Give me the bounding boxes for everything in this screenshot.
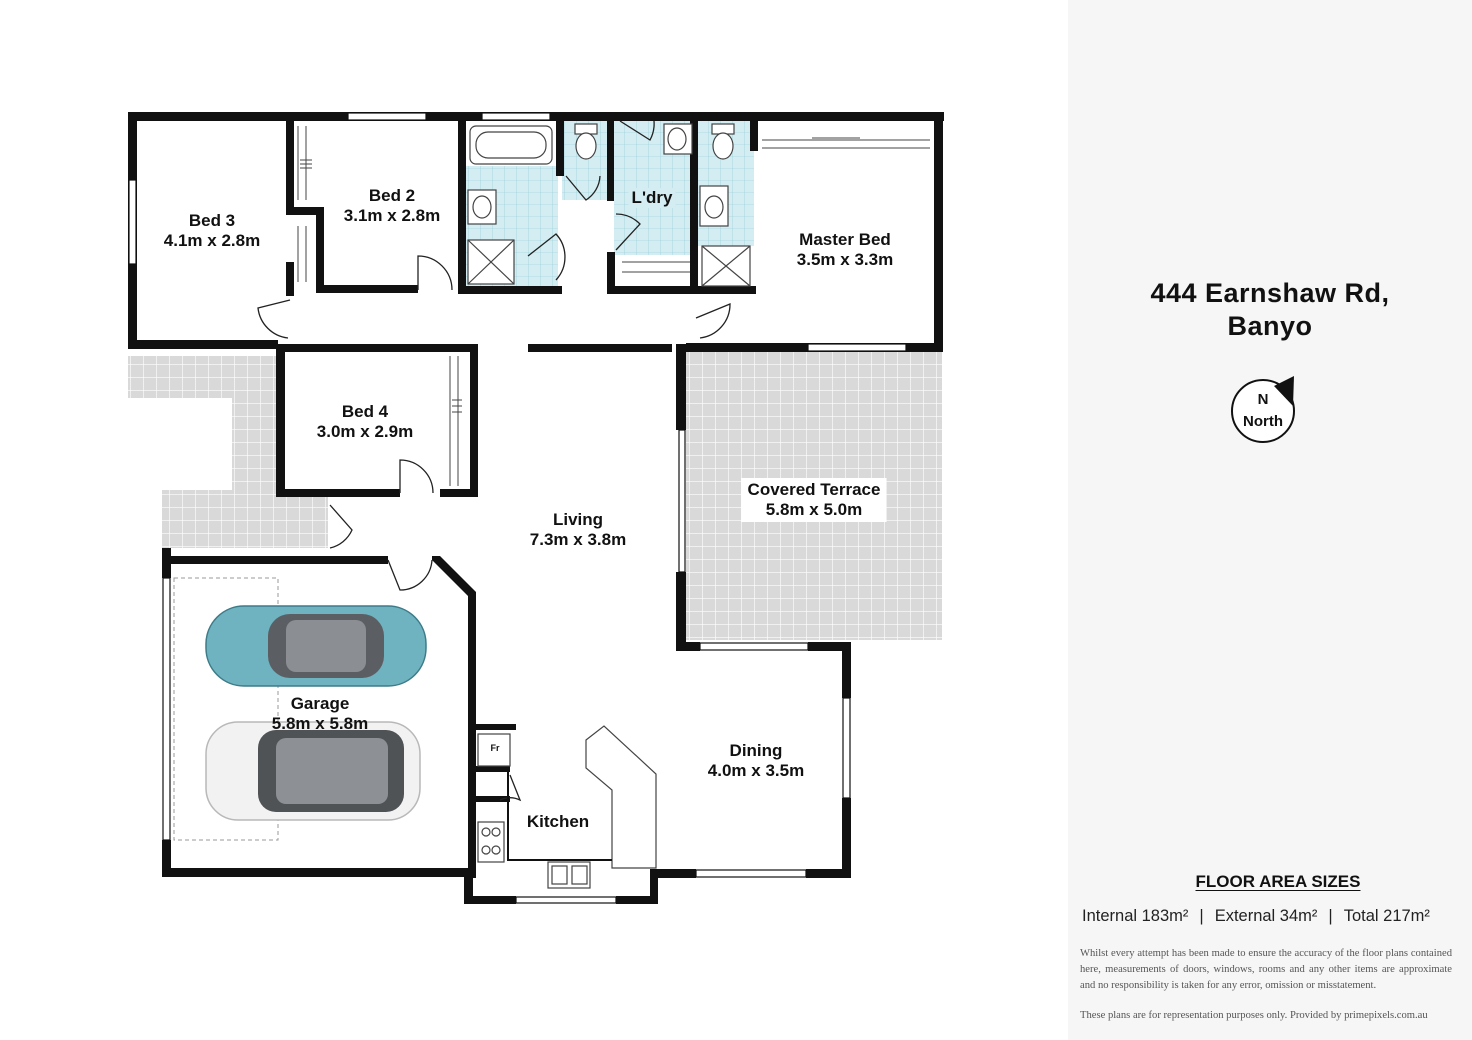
dining-label — [708, 741, 804, 781]
compass-label: North — [1243, 413, 1283, 430]
garage-label — [272, 694, 368, 734]
bed4-label — [317, 402, 413, 442]
bed2-name: Bed 2 — [368, 186, 416, 205]
vanity-bath — [468, 190, 496, 224]
covered-terrace-label — [742, 478, 887, 522]
separator: | — [1328, 907, 1333, 925]
kitchen-name: Kitchen — [526, 812, 590, 831]
living-name: Living — [552, 510, 604, 529]
kitchen-label — [527, 812, 589, 832]
covered-terrace-size: 5.8m x 5.0m — [765, 500, 863, 519]
covered-terrace-name: Covered Terrace — [747, 480, 881, 499]
living-size: 7.3m x 3.8m — [529, 530, 627, 549]
dining-name: Dining — [729, 741, 783, 760]
external-area: External 34m² — [1214, 907, 1318, 925]
floor-area-title: FLOOR AREA SIZES — [1195, 872, 1361, 891]
bed3-label — [164, 211, 260, 251]
dining-size: 4.0m x 3.5m — [707, 761, 805, 780]
internal-area: Internal 183m² — [1082, 907, 1189, 925]
laundry-name: L'dry — [631, 188, 673, 207]
separator: | — [1199, 907, 1204, 925]
bed3-size: 4.1m x 2.8m — [163, 231, 261, 250]
floor-area-sizes — [1082, 907, 1462, 926]
bed4-size: 3.0m x 2.9m — [316, 422, 414, 441]
master-bed-label — [797, 230, 893, 270]
teal-car — [206, 606, 426, 686]
compass-letter: N — [1257, 391, 1269, 408]
address-line2: Banyo — [1227, 311, 1313, 341]
side-paving — [128, 356, 328, 548]
bed2-size: 3.1m x 2.8m — [343, 206, 441, 225]
white-car — [206, 722, 420, 820]
garage-size: 5.8m x 5.8m — [271, 714, 369, 733]
compass — [1230, 376, 1300, 446]
laundry-label — [629, 188, 676, 208]
garage-name: Garage — [290, 694, 350, 713]
kitchen-bench — [586, 726, 656, 868]
living-label — [530, 510, 626, 550]
fridge-label — [491, 742, 500, 754]
bed3-name: Bed 3 — [188, 211, 236, 230]
ensuite-vanity — [700, 186, 728, 226]
master-bed-size: 3.5m x 3.3m — [796, 250, 894, 269]
bed2-label — [344, 186, 440, 226]
disclaimer-text: Whilst every attempt has been made to ensure the accuracy of the floor plans contained here, measurements of doors, windows, rooms and any other items are approximate and no responsibility is taken for any error, omission or misstatement. — [1080, 948, 1452, 991]
fridge-name: Fr — [490, 743, 500, 753]
total-area: Total 217m² — [1343, 907, 1430, 925]
info-panel — [1068, 0, 1472, 1040]
cooktop — [478, 822, 504, 862]
compass-icon — [1230, 376, 1300, 446]
property-address — [1068, 277, 1472, 343]
bed4-name: Bed 4 — [341, 402, 389, 421]
provided-by-text: These plans are for representation purposes only. Provided by primepixels.com.au — [1080, 1010, 1428, 1021]
address-line1: 444 Earnshaw Rd, — [1150, 278, 1390, 308]
master-bed-name: Master Bed — [799, 230, 891, 249]
